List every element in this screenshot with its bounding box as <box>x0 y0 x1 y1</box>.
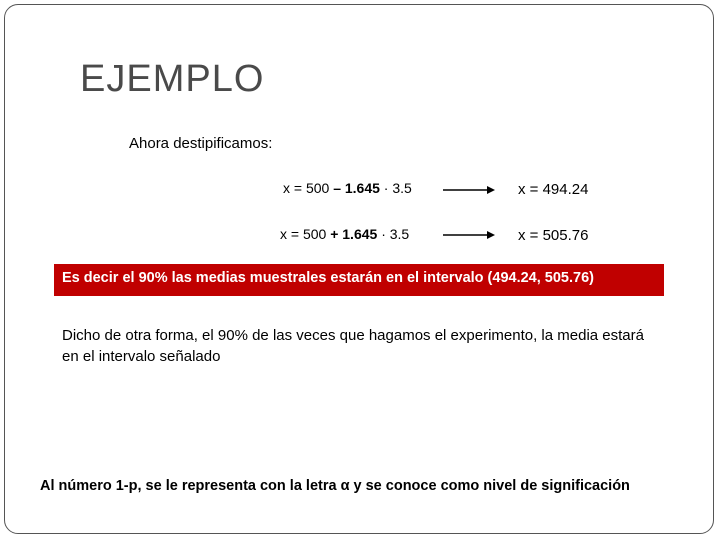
arrow-icon <box>443 229 495 241</box>
equation-1-op: – 1.645 <box>333 180 380 196</box>
arrow-icon <box>443 184 495 196</box>
equation-1-result: x = 494.24 <box>518 181 589 198</box>
equation-1 <box>283 180 412 196</box>
intro-text: Ahora destipificamos: <box>129 135 273 152</box>
footer-note: Al número 1-p, se le representa con la letra α y se conoce como nivel de significación <box>40 478 630 494</box>
equation-1-right: · 3.5 <box>379 180 412 196</box>
equation-2-right: · 3.5 <box>377 226 410 242</box>
equation-2-op: + 1.645 <box>330 226 378 242</box>
equation-2-left: x = 500 <box>280 226 331 242</box>
highlight-box <box>54 264 664 296</box>
highlight-text: Es decir el 90% las medias muestrales estarán en el intervalo (494.24, 505.76) <box>62 270 594 286</box>
equation-2-result: x = 505.76 <box>518 227 589 244</box>
equation-2 <box>280 226 409 242</box>
explanation-paragraph: Dicho de otra forma, el 90% de las veces que hagamos el experimento, la media estará en el intervalo señalado <box>62 327 644 365</box>
slide-title: EJEMPLO <box>80 58 265 100</box>
equation-1-left: x = 500 <box>283 180 334 196</box>
